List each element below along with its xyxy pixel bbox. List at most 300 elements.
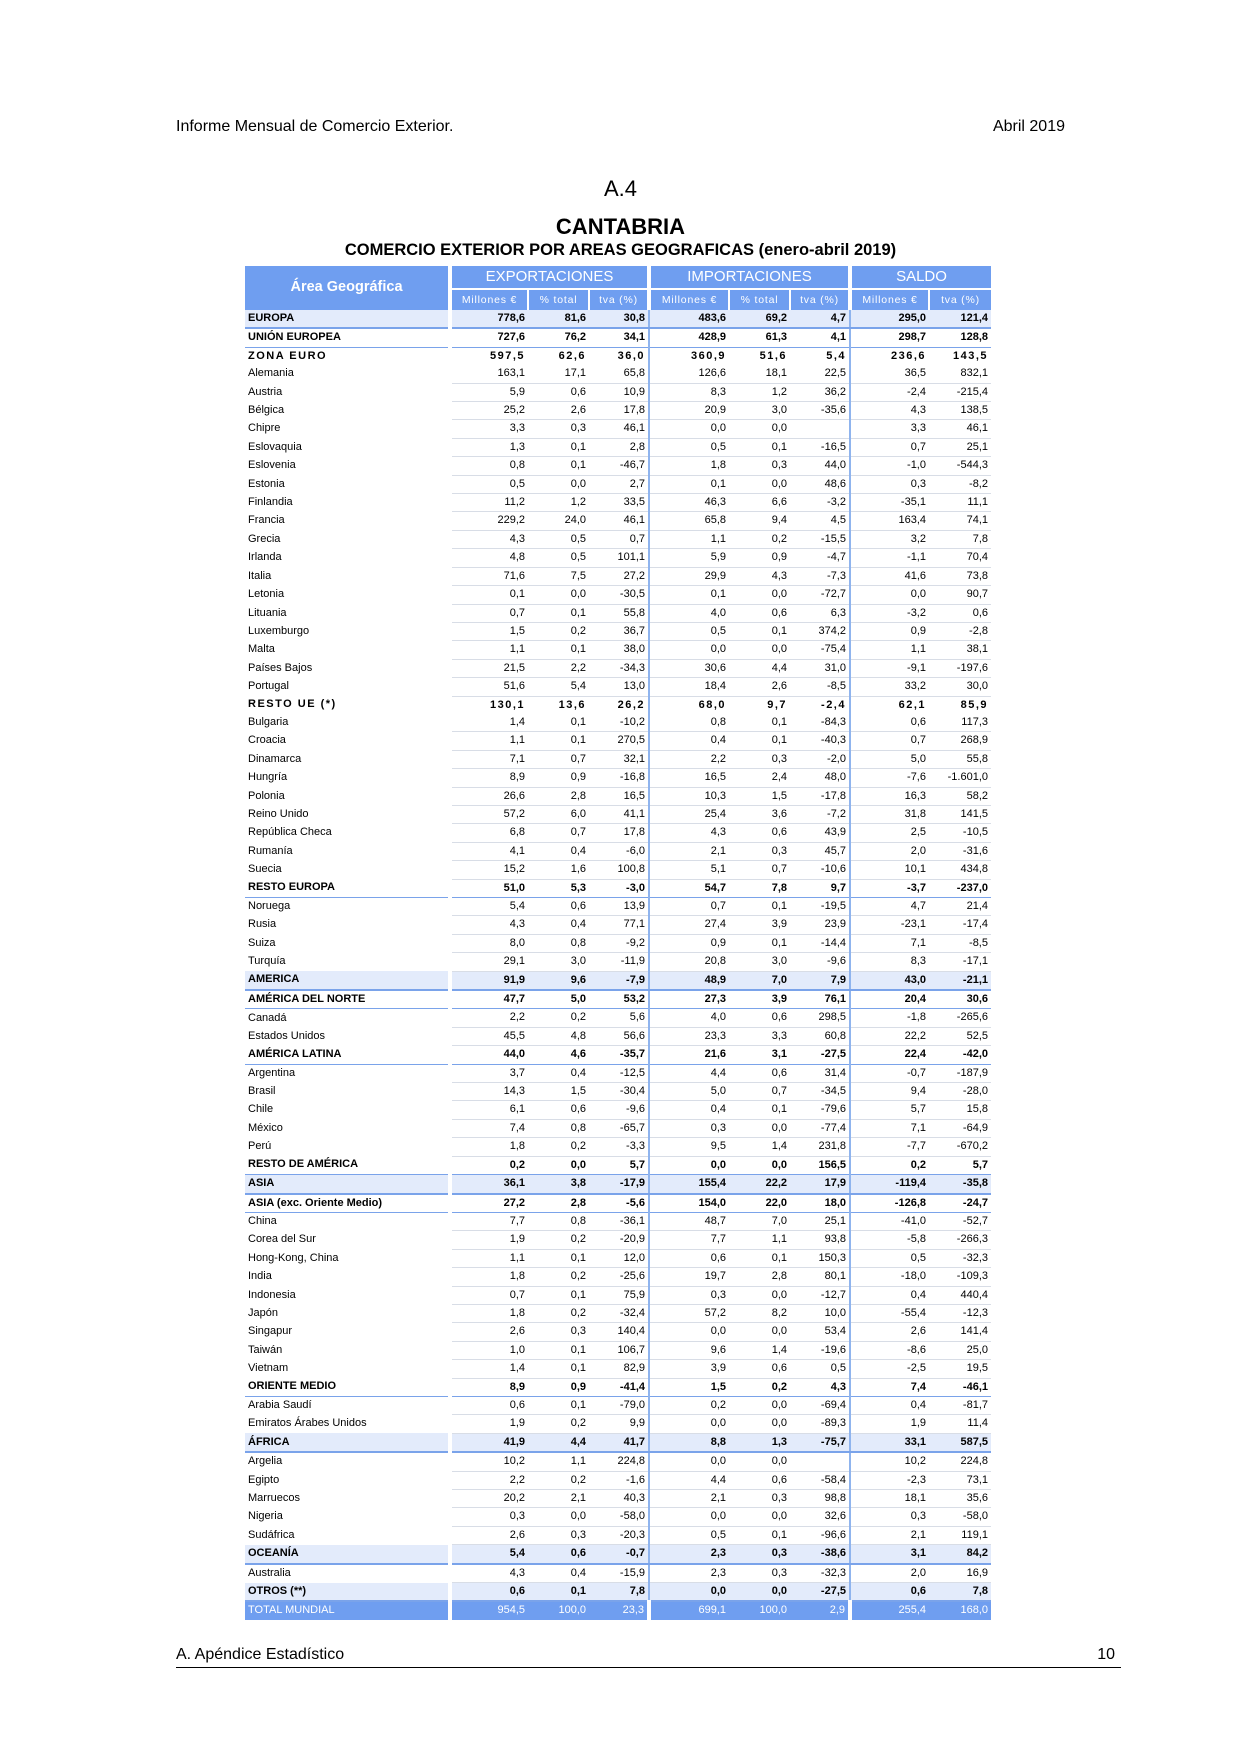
area-name: ASIA (245, 1175, 450, 1194)
value-cell: 80,1 (790, 1268, 850, 1286)
value-cell: 8,8 (649, 1433, 729, 1452)
value-cell: 255,4 (850, 1601, 929, 1619)
value-cell: -0,7 (850, 1064, 929, 1082)
value-cell: -42,0 (929, 1046, 991, 1064)
value-cell: 270,5 (589, 732, 649, 750)
value-cell: 1,9 (450, 1415, 528, 1433)
value-cell: -2,4 (790, 696, 850, 714)
value-cell: -38,6 (790, 1545, 850, 1564)
area-name: Marruecos (245, 1490, 450, 1508)
value-cell: 1,0 (450, 1341, 528, 1359)
value-cell: 13,0 (589, 678, 649, 696)
value-cell: 1,9 (450, 1231, 528, 1249)
value-cell: -16,8 (589, 769, 649, 787)
table-subtitle: COMERCIO EXTERIOR POR AREAS GEOGRAFICAS (enero-abril 2019) (344, 241, 897, 259)
area-name: Rusia (245, 916, 450, 934)
area-name: Indonesia (245, 1286, 450, 1304)
value-cell: -25,6 (589, 1268, 649, 1286)
value-cell: 27,4 (649, 916, 729, 934)
value-cell: 15,2 (450, 861, 528, 879)
value-cell: -1,8 (850, 1009, 929, 1027)
value-cell: 1,8 (450, 1268, 528, 1286)
value-cell: 224,8 (929, 1452, 991, 1471)
value-cell: -187,9 (929, 1064, 991, 1082)
value-cell: 0,7 (528, 824, 589, 842)
value-cell: 68,0 (698, 698, 726, 711)
value-cell: -17,1 (929, 953, 991, 971)
value-cell: 90,7 (929, 586, 991, 604)
value-cell: 0,6 (528, 383, 589, 401)
value-cell: 46,1 (929, 420, 991, 438)
value-cell: 0,8 (528, 934, 589, 952)
value-cell: -9,6 (790, 953, 850, 971)
value-cell: 1,4 (450, 714, 528, 732)
area-name: Bulgaria (245, 714, 450, 732)
value-cell: -2,3 (850, 1471, 929, 1489)
table-row (245, 934, 991, 952)
value-cell: 30,6 (929, 990, 991, 1009)
area-name: Suiza (245, 934, 450, 952)
value-cell: 727,6 (450, 328, 528, 347)
value-cell: 0,9 (649, 934, 729, 952)
value-cell: 3,0 (528, 953, 589, 971)
value-cell: -1.601,0 (929, 769, 991, 787)
value-cell: 7,1 (850, 1119, 929, 1137)
value-cell: 0,5 (850, 1249, 929, 1267)
value-cell: 0,6 (929, 604, 991, 622)
value-cell: 2,7 (589, 475, 649, 493)
value-cell: 0,0 (729, 641, 790, 659)
value-cell: 0,1 (528, 604, 589, 622)
value-cell: 100,0 (528, 1601, 589, 1619)
value-cell: -15,9 (589, 1564, 649, 1583)
value-cell: 298,7 (850, 328, 929, 347)
value-cell: 0,1 (528, 732, 589, 750)
table-row (245, 383, 991, 401)
value-cell: -72,7 (790, 586, 850, 604)
value-cell: 18,0 (790, 1194, 850, 1213)
value-cell: 295,0 (850, 310, 929, 328)
value-cell: 0,8 (528, 1212, 589, 1230)
area-name: Nigeria (245, 1508, 450, 1526)
value-cell: 587,5 (929, 1433, 991, 1452)
value-cell: 0,6 (850, 1583, 929, 1602)
value-cell: 44,0 (450, 1046, 528, 1064)
value-cell: 84,2 (929, 1545, 991, 1564)
value-cell: -84,3 (790, 714, 850, 732)
value-cell: 2,1 (850, 1526, 929, 1544)
area-name: Portugal (245, 678, 450, 696)
value-cell: 36,7 (589, 622, 649, 640)
table-row (245, 1119, 991, 1137)
value-cell: 7,8 (929, 530, 991, 548)
value-cell: 0,2 (528, 1415, 589, 1433)
value-cell: 2,6 (450, 1526, 528, 1544)
table-row (245, 1452, 991, 1471)
value-cell: 0,0 (649, 641, 729, 659)
value-cell: -5,6 (589, 1194, 649, 1213)
area-name: Francia (245, 512, 450, 530)
value-cell: -9,1 (850, 659, 929, 677)
value-cell: 11,4 (929, 1415, 991, 1433)
value-cell: -30,5 (589, 586, 649, 604)
value-cell: 16,5 (589, 787, 649, 805)
value-cell: 26,6 (450, 787, 528, 805)
value-cell: 5,9 (450, 383, 528, 401)
value-cell: 0,7 (450, 1286, 528, 1304)
value-cell: 31,0 (790, 659, 850, 677)
value-cell: 0,6 (450, 1396, 528, 1414)
value-cell: 38,1 (929, 641, 991, 659)
exports-header: EXPORTACIONES (450, 266, 649, 289)
value-cell: 0,5 (528, 530, 589, 548)
value-cell: 0,1 (729, 934, 790, 952)
value-cell: 0,5 (790, 1360, 850, 1378)
value-cell: 2,1 (649, 1490, 729, 1508)
value-cell: 65,8 (649, 512, 729, 530)
value-cell: 141,5 (929, 805, 991, 823)
value-cell: 0,1 (528, 1249, 589, 1267)
value-cell: -3,2 (790, 494, 850, 512)
value-cell: 2,6 (528, 402, 589, 420)
value-cell: 38,0 (589, 641, 649, 659)
table-row (245, 567, 991, 585)
value-cell: -0,7 (589, 1545, 649, 1564)
value-cell: 19,7 (649, 1268, 729, 1286)
value-cell: 0,6 (729, 1471, 790, 1489)
value-cell: 14,3 (450, 1083, 528, 1101)
value-cell: 5,7 (589, 1156, 649, 1174)
value-cell: -7,6 (850, 769, 929, 787)
value-cell: -35,7 (589, 1046, 649, 1064)
sub-header: % total (528, 289, 589, 310)
value-cell: -1,1 (850, 549, 929, 567)
table-row (245, 1064, 991, 1082)
value-cell: 2,6 (729, 678, 790, 696)
value-cell: 1,1 (450, 641, 528, 659)
value-cell: 138,5 (929, 402, 991, 420)
value-cell: 41,1 (589, 805, 649, 823)
table-row (245, 1231, 991, 1249)
value-cell: 91,9 (450, 971, 528, 990)
value-cell: 4,3 (790, 1378, 850, 1396)
value-cell: 360,9 (690, 349, 726, 362)
value-cell: 5,6 (589, 1009, 649, 1027)
area-name: Brasil (245, 1083, 450, 1101)
value-cell: 0,6 (850, 714, 929, 732)
table-row (245, 641, 991, 659)
value-cell: 0,3 (850, 1508, 929, 1526)
value-cell: 0,3 (729, 1564, 790, 1583)
value-cell: -119,4 (850, 1175, 929, 1194)
value-cell: -17,4 (929, 916, 991, 934)
value-cell: 1,1 (450, 1249, 528, 1267)
value-cell: -28,0 (929, 1083, 991, 1101)
value-cell: -16,5 (790, 438, 850, 456)
value-cell: 0,2 (729, 530, 790, 548)
value-cell: 22,5 (790, 365, 850, 383)
value-cell: -2,5 (850, 1360, 929, 1378)
table-row (245, 696, 991, 714)
value-cell: -79,6 (790, 1101, 850, 1119)
area-name: Hong-Kong, China (245, 1249, 450, 1267)
area-name: OTROS (**) (245, 1583, 450, 1602)
value-cell: 3,1 (729, 1046, 790, 1064)
table-row (245, 604, 991, 622)
area-name: México (245, 1119, 450, 1137)
value-cell: 0,3 (649, 1286, 729, 1304)
area-name: Argentina (245, 1064, 450, 1082)
value-cell: 0,3 (729, 842, 790, 860)
value-cell: 51,0 (450, 879, 528, 897)
value-cell: 5,4 (450, 898, 528, 916)
area-name: India (245, 1268, 450, 1286)
area-name: Hungría (245, 769, 450, 787)
value-cell: 9,4 (850, 1083, 929, 1101)
value-cell: 26,2 (589, 696, 649, 714)
value-cell: 36,1 (450, 1175, 528, 1194)
value-cell: 0,7 (729, 1083, 790, 1101)
value-cell: 100,8 (589, 861, 649, 879)
sub-header: tva (%) (589, 289, 649, 310)
value-cell: 7,8 (589, 1583, 649, 1602)
value-cell: 27,2 (450, 1194, 528, 1213)
table-row (245, 1304, 991, 1322)
value-cell: 7,4 (450, 1119, 528, 1137)
table-row (245, 1249, 991, 1267)
area-name: Suecia (245, 861, 450, 879)
value-cell: 61,3 (729, 328, 790, 347)
area-name: Taiwán (245, 1341, 450, 1359)
value-cell: 0,1 (729, 438, 790, 456)
value-cell: -41,4 (589, 1378, 649, 1396)
value-cell: -266,3 (929, 1231, 991, 1249)
value-cell: 440,4 (929, 1286, 991, 1304)
area-name: ASIA (exc. Oriente Medio) (245, 1194, 450, 1213)
table-row (245, 1508, 991, 1526)
value-cell: -58,4 (790, 1471, 850, 1489)
table-row (245, 1138, 991, 1156)
value-cell: 21,5 (450, 659, 528, 677)
value-cell: 0,6 (729, 1009, 790, 1027)
value-cell: 98,8 (790, 1490, 850, 1508)
value-cell: 48,6 (790, 475, 850, 493)
value-cell: 32,6 (790, 1508, 850, 1526)
area-name: Países Bajos (245, 659, 450, 677)
value-cell: 55,8 (589, 604, 649, 622)
value-cell: 0,3 (528, 1526, 589, 1544)
value-cell: 60,8 (790, 1027, 850, 1045)
table-row (245, 714, 991, 732)
value-cell: 62,1 (898, 698, 926, 711)
value-cell: 2,0 (850, 842, 929, 860)
value-cell: -30,4 (589, 1083, 649, 1101)
value-cell: 434,8 (929, 861, 991, 879)
value-cell: 4,4 (729, 659, 790, 677)
value-cell: 13,9 (589, 898, 649, 916)
value-cell: 40,3 (589, 1490, 649, 1508)
value-cell: 0,9 (528, 1378, 589, 1396)
value-cell: 23,9 (790, 916, 850, 934)
table-row (245, 1286, 991, 1304)
value-cell: 0,1 (528, 1360, 589, 1378)
value-cell: 4,0 (649, 1009, 729, 1027)
area-name: Eslovaquia (245, 438, 450, 456)
value-cell: 0,0 (528, 1508, 589, 1526)
value-cell: 0,6 (528, 898, 589, 916)
value-cell: 9,4 (729, 512, 790, 530)
area-name: Eslovenia (245, 457, 450, 475)
table-row (245, 898, 991, 916)
value-cell: 4,1 (790, 328, 850, 347)
value-cell: -36,1 (589, 1212, 649, 1230)
value-cell: -55,4 (850, 1304, 929, 1322)
value-cell: 0,8 (528, 1119, 589, 1137)
value-cell: 56,6 (589, 1027, 649, 1045)
value-cell: 10,3 (649, 787, 729, 805)
value-cell: 77,1 (589, 916, 649, 934)
value-cell: 7,7 (649, 1231, 729, 1249)
table-row (245, 530, 991, 548)
value-cell: -8,5 (790, 678, 850, 696)
value-cell: -27,5 (790, 1046, 850, 1064)
value-cell: 53,2 (589, 990, 649, 1009)
value-cell: 106,7 (589, 1341, 649, 1359)
area-name: Corea del Sur (245, 1231, 450, 1249)
value-cell: -19,5 (790, 898, 850, 916)
value-cell: 76,2 (528, 328, 589, 347)
value-cell: 46,1 (589, 512, 649, 530)
value-cell: -34,3 (589, 659, 649, 677)
value-cell: 8,3 (649, 383, 729, 401)
value-cell: 8,3 (850, 953, 929, 971)
value-cell: 0,4 (850, 1396, 929, 1414)
table-row (245, 457, 991, 475)
table-row (245, 1323, 991, 1341)
value-cell: 141,4 (929, 1323, 991, 1341)
value-cell: 0,6 (729, 1360, 790, 1378)
value-cell: 81,6 (528, 310, 589, 328)
area-name: AMÉRICA LATINA (245, 1046, 450, 1064)
value-cell: -35,1 (850, 494, 929, 512)
value-cell: 0,7 (450, 604, 528, 622)
area-name: ORIENTE MEDIO (245, 1378, 450, 1396)
area-name: Reino Unido (245, 805, 450, 823)
value-cell: -35,6 (790, 402, 850, 420)
header-date: Abril 2019 (992, 118, 1065, 135)
value-cell: 71,6 (450, 567, 528, 585)
value-cell: 5,9 (649, 549, 729, 567)
value-cell: 0,0 (649, 1156, 729, 1174)
value-cell: 126,6 (649, 365, 729, 383)
value-cell: -75,4 (790, 641, 850, 659)
value-cell: 0,2 (850, 1156, 929, 1174)
value-cell: 3,0 (729, 402, 790, 420)
value-cell: 128,8 (929, 328, 991, 347)
table-row (245, 1471, 991, 1489)
value-cell: 29,1 (450, 953, 528, 971)
imports-header: IMPORTACIONES (649, 266, 850, 289)
table-row (245, 420, 991, 438)
value-cell: -8,2 (929, 475, 991, 493)
value-cell: -4,7 (790, 549, 850, 567)
value-cell: 73,8 (929, 567, 991, 585)
value-cell: 0,3 (528, 1323, 589, 1341)
value-cell: 0,0 (649, 420, 729, 438)
value-cell: 0,2 (528, 1268, 589, 1286)
table-row (245, 438, 991, 456)
value-cell: 9,5 (649, 1138, 729, 1156)
value-cell: 119,1 (929, 1526, 991, 1544)
value-cell: 7,8 (929, 1583, 991, 1602)
value-cell: 45,5 (450, 1027, 528, 1045)
value-cell: -7,3 (790, 567, 850, 585)
table-row (245, 402, 991, 420)
value-cell: 70,4 (929, 549, 991, 567)
value-cell: 4,3 (729, 567, 790, 585)
value-cell: 2,6 (850, 1323, 929, 1341)
value-cell: 298,5 (790, 1009, 850, 1027)
value-cell: 0,0 (850, 586, 929, 604)
value-cell: 0,0 (649, 1323, 729, 1341)
area-name: Estonia (245, 475, 450, 493)
value-cell: 0,1 (528, 714, 589, 732)
value-cell: 16,5 (649, 769, 729, 787)
area-name: OCEANÍA (245, 1545, 450, 1564)
value-cell: 20,2 (450, 1490, 528, 1508)
value-cell: -10,6 (790, 861, 850, 879)
value-cell: 7,0 (729, 1212, 790, 1230)
value-cell: 2,6 (450, 1323, 528, 1341)
table-row (245, 1378, 991, 1396)
value-cell: 5,0 (850, 750, 929, 768)
value-cell: -670,2 (929, 1138, 991, 1156)
value-cell: 1,4 (729, 1341, 790, 1359)
value-cell: -12,3 (929, 1304, 991, 1322)
value-cell: 6,6 (729, 494, 790, 512)
value-cell: 51,6 (759, 349, 787, 362)
value-cell: -2,8 (929, 622, 991, 640)
value-cell: 51,6 (450, 678, 528, 696)
value-cell: -35,8 (929, 1175, 991, 1194)
value-cell: 16,9 (929, 1564, 991, 1583)
value-cell: 9,6 (649, 1341, 729, 1359)
value-cell: 0,3 (729, 1490, 790, 1508)
value-cell: 428,9 (649, 328, 729, 347)
value-cell: 41,9 (450, 1433, 528, 1452)
value-cell: -197,6 (929, 659, 991, 677)
value-cell: 4,4 (649, 1064, 729, 1082)
value-cell: 9,7 (767, 698, 787, 711)
value-cell: 0,0 (528, 586, 589, 604)
value-cell: 17,9 (790, 1175, 850, 1194)
value-cell: 17,1 (528, 365, 589, 383)
value-cell: 699,1 (649, 1601, 729, 1619)
value-cell: 62,6 (558, 349, 586, 362)
value-cell: -2,4 (850, 383, 929, 401)
table-row (245, 1360, 991, 1378)
value-cell: -81,7 (929, 1396, 991, 1414)
value-cell: 3,0 (729, 953, 790, 971)
area-name: RESTO EUROPA (245, 879, 450, 897)
value-cell: 0,1 (649, 475, 729, 493)
area-name: China (245, 1212, 450, 1230)
value-cell: 0,7 (850, 438, 929, 456)
area-name: AMÉRICA DEL NORTE (245, 990, 450, 1009)
value-cell: 18,1 (729, 365, 790, 383)
area-header: Área Geográfica (245, 266, 450, 310)
value-cell: 0,8 (649, 714, 729, 732)
